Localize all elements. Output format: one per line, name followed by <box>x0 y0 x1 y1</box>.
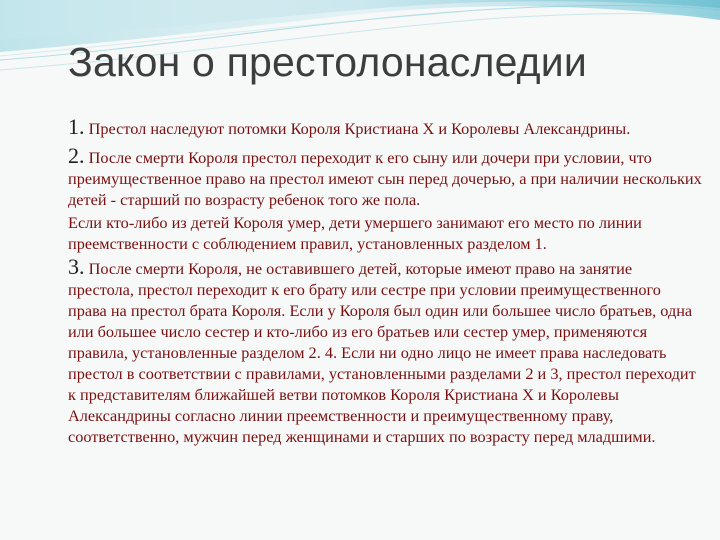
item-text: После смерти Короля престол переходит к его сыну или дочери при условии, что преимущественное право на престол имеют сын перед дочерью, а при наличии нескольких детей - старший по возрасту ребенок того же пола. <box>68 148 702 209</box>
item-number: 3. <box>68 254 85 279</box>
item-text: Если кто-либо из детей Короля умер, дети умершего занимают его место по линии преемственности с соблюдением правил, установленных разделом 1. <box>68 213 642 253</box>
slide-title: Закон о престолонаследии <box>68 39 588 85</box>
item-number: 2. <box>68 143 85 168</box>
list-item-1 <box>68 116 702 139</box>
list-item-3 <box>68 256 702 447</box>
list-item-2-note <box>68 212 702 254</box>
item-text: Престол наследуют потомки Короля Кристиана X и Королевы Александрины. <box>84 119 631 138</box>
list-item-2 <box>68 145 702 210</box>
content-body <box>68 116 702 447</box>
item-text: После смерти Короля, не оставившего детей, которые имеют право на занятие престола, престол переходит к его брату или сестре при условии преимущественного права на престол брата Короля. Если у Короля был один или большее число братьев, одна или большее число сестер и кто-либо из его братьев или сестер умер, применяются правила, установленные разделом 2. 4. Если ни одно лицо не имеет права наследовать престол в соответствии с правилами, установленными разделами 2 и 3, престол переходит к представителям ближайшей ветви потомков Короля Кристиана X и Королевы Александрины согласно линии преемственности и преимущественному праву, соответственно, мужчин перед женщинами и старших по возрасту перед младшими. <box>68 259 696 446</box>
item-number: 1. <box>68 114 85 139</box>
